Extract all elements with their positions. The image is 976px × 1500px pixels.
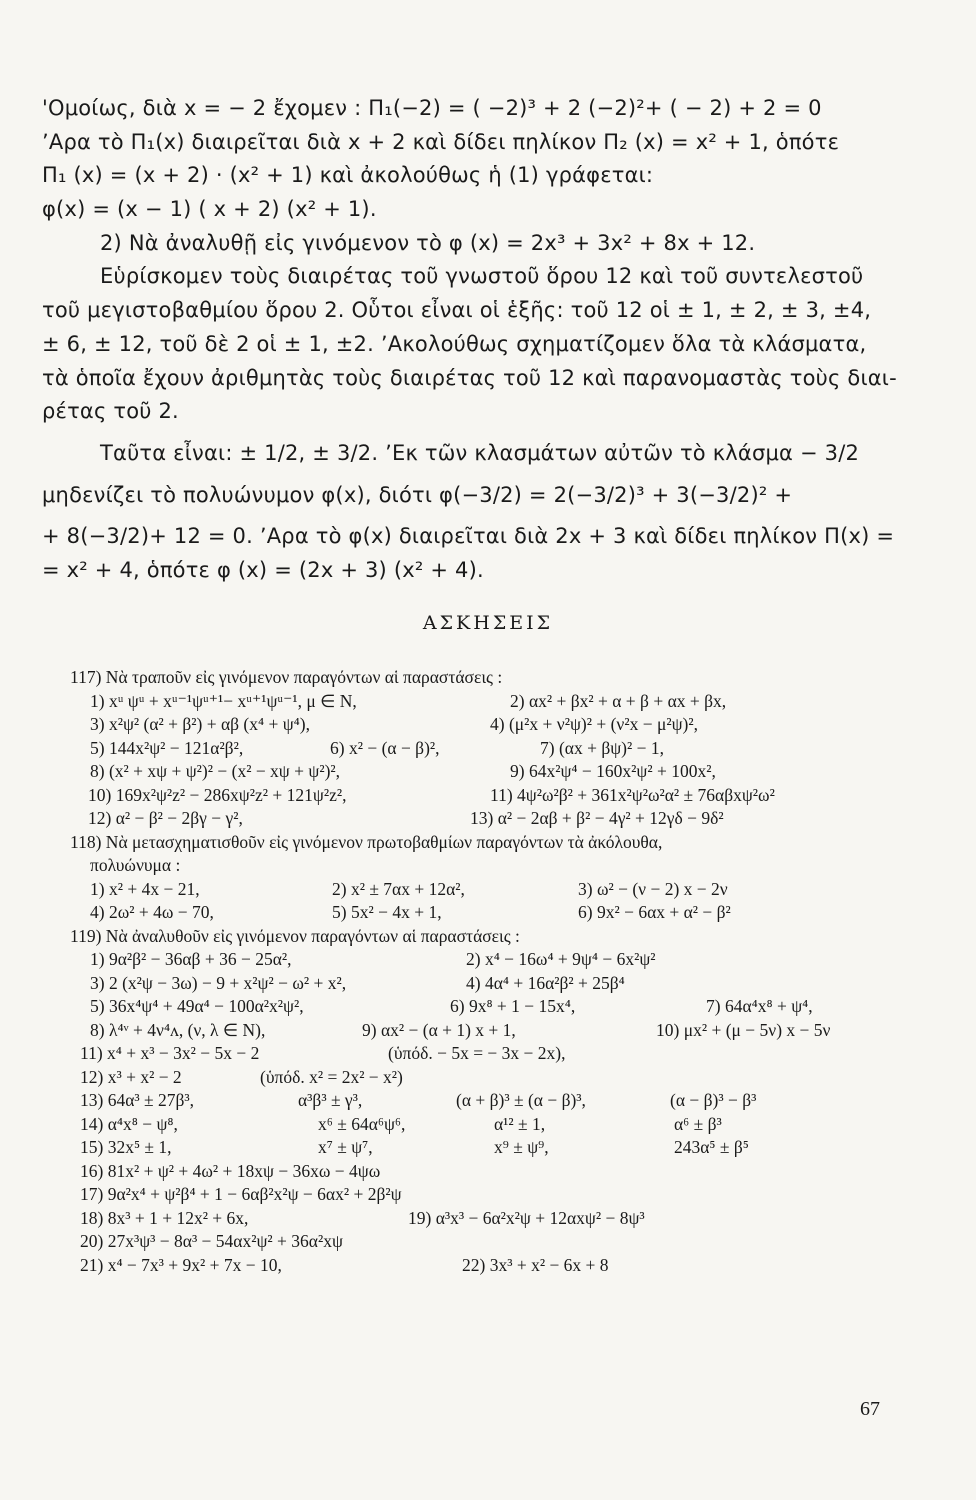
item: 3) 2 (x²ψ − 3ω) − 9 + x²ψ² − ω² + x², — [90, 972, 347, 993]
exercise-row — [70, 690, 950, 714]
exercise-row — [70, 784, 950, 808]
exercise-row — [70, 878, 950, 902]
item: 6) 9x⁸ + 1 − 15x⁴, — [450, 996, 576, 1016]
exercise-title: 118) Νὰ μετασχηματισθοῦν εἰς γινόμενον πρωτοβαθμίων παραγόντων τὰ ἀκόλουθα, — [70, 831, 663, 852]
text-line: Ταῦτα εἶναι: ± 1/2, ± 3/2. ʼΕκ τῶν κλασμάτων αὐτῶν τὸ κλάσμα − 3/2 — [100, 440, 860, 465]
text-line: τὰ ὁποῖα ἔχουν ἀριθμητὰς τοὺς διαιρέτας τοῦ 12 καὶ παρανομαστὰς τοὺς διαι- — [42, 365, 897, 390]
item: 4) 4α⁴ + 16α²β² + 25β⁴ — [466, 972, 625, 993]
exercise-row — [70, 1183, 950, 1207]
exercise-row — [70, 948, 950, 972]
exercise-row — [70, 1019, 950, 1043]
exercise-row — [70, 1066, 950, 1090]
item: (α + β)³ ± (α − β)³, — [456, 1090, 586, 1110]
item: 7) (αx + βψ)² − 1, — [540, 737, 664, 758]
item: 9) 64x²ψ⁴ − 160x²ψ² + 100x², — [510, 761, 716, 781]
item: 13) α² − 2αβ + β² − 4γ² + 12γδ − 9δ² — [470, 808, 724, 828]
exercise-row — [70, 1042, 950, 1066]
exercise-title: 119) Νὰ ἀναλυθοῦν εἰς γινόμενον παραγόντων αἱ παραστάσεις : — [70, 925, 520, 946]
item: 1) xᵘ ψᵘ + xᵘ⁻¹ψᵘ⁺¹− xᵘ⁺¹ψᵘ⁻¹, μ ∈ N, — [90, 690, 357, 711]
item: α³β³ ± γ³, — [298, 1090, 363, 1110]
item: 11) 4ψ²ω²β² + 361x²ψ²ω²α² ± 76αβxψ²ω² — [490, 784, 775, 805]
text-line: φ(x) = (x − 1) ( x + 2) (x² + 1). — [42, 197, 377, 222]
item: 15) 32x⁵ ± 1, — [80, 1137, 172, 1157]
item: 5) 144x²ψ² − 121α²β², — [90, 737, 244, 758]
item: 13) 64α³ ± 27β³, — [80, 1090, 194, 1110]
item: 11) x⁴ + x³ − 3x² − 5x − 2 — [80, 1043, 260, 1063]
exercise-row — [70, 713, 950, 737]
item: 10) 169x²ψ²z² − 286xψ²z² + 121ψ²z², — [88, 784, 347, 805]
exercise-row — [70, 1136, 950, 1160]
section-heading: ΑΣΚΗΣΕΙΣ — [422, 612, 554, 634]
exercise-row — [70, 901, 950, 925]
item: 6) x² − (α − β)², — [330, 737, 440, 758]
exercise-title: 117) Νὰ τραποῦν εἰς γινόμενον παραγόντων αἱ παραστάσεις : — [70, 667, 503, 687]
item: x⁶ ± 64α⁶ψ⁶, — [318, 1113, 406, 1134]
exercise-row — [70, 1254, 950, 1278]
item: 22) 3x³ + x² − 6x + 8 — [462, 1254, 609, 1275]
text-line: 'Ομοίως, διὰ x = − 2 ἔχομεν : Π₁(−2) = ( −2)³ + 2 (−2)²+ ( − 2) + 2 = 0 — [42, 96, 822, 120]
text-line: ʼΑρα τὸ Π₁(x) διαιρεῖται διὰ x + 2 καὶ δίδει πηλίκον Π₂ (x) = x² + 1, ὁπότε — [42, 129, 840, 154]
item: 6) 9x² − 6αx + α² − β² — [578, 902, 731, 922]
item: α¹² ± 1, — [494, 1113, 546, 1134]
item: 3) ω² − (ν − 2) x − 2ν — [578, 878, 728, 899]
exercise-subtitle: πολυώνυμα : — [90, 855, 181, 875]
exercise-row — [70, 1160, 950, 1184]
item: 3) x²ψ² (α² + β²) + αβ (x⁴ + ψ⁴), — [90, 714, 310, 734]
text-line: Εὑρίσκομεν τοὺς διαιρέτας τοῦ γνωστοῦ ὅρου 12 καὶ τοῦ συντελεστοῦ — [100, 264, 864, 289]
text-line: ± 6, ± 12, τοῦ δὲ 2 οἱ ± 1, ±2. ʼΑκολούθως σχηματίζομεν ὅλα τὰ κλάσματα, — [42, 331, 867, 356]
intro-text — [42, 92, 942, 588]
item: 7) 64α⁴x⁸ + ψ⁴, — [706, 996, 813, 1016]
item: 2) αx² + βx² + α + β + αx + βx, — [510, 690, 727, 711]
page-number: 67 — [860, 1398, 880, 1420]
item: 19) α³x³ − 6α²x²ψ + 12αxψ² − 8ψ³ — [408, 1207, 645, 1228]
text-line: Π₁ (x) = (x + 2) · (x² + 1) καὶ ἀκολούθως ἡ (1) γράφεται: — [42, 163, 654, 188]
item: 9) αx² − (α + 1) x + 1, — [362, 1019, 516, 1040]
item: 21) x⁴ − 7x³ + 9x² + 7x − 10, — [80, 1254, 282, 1275]
text-line: = x² + 4, ὁπότε φ (x) = (2x + 3) (x² + 4). — [42, 557, 484, 582]
item: 4) (μ²x + ν²ψ)² + (ν²x − μ²ψ)², — [490, 714, 698, 734]
item: 18) 8x³ + 1 + 12x² + 6x, — [80, 1207, 249, 1228]
item: 16) 81x² + ψ² + 4ω² + 18xψ − 36xω − 4ψω — [80, 1160, 381, 1181]
item: α⁶ ± β³ — [674, 1113, 722, 1134]
item: 20) 27x³ψ³ − 8α³ − 54αx²ψ² + 36α²xψ — [80, 1231, 343, 1251]
text-line: τοῦ μεγιστοβαθμίου ὅρου 2. Οὗτοι εἶναι οἱ ἑξῆς: τοῦ 12 οἱ ± 1, ± 2, ± 3, ±4, — [42, 298, 872, 323]
exercise-row — [70, 972, 950, 996]
item: x⁹ ± ψ⁹, — [494, 1137, 549, 1157]
item: 8) λ⁴ᵛ + 4ν⁴ᴧ, (ν, λ ∈ N), — [90, 1019, 266, 1040]
item: 4) 2ω² + 4ω − 70, — [90, 902, 214, 922]
exercise-row — [70, 995, 950, 1019]
item: 12) α² − β² − 2βγ − γ², — [88, 808, 243, 828]
item: 2) x⁴ − 16ω⁴ + 9ψ⁴ − 6x²ψ² — [466, 949, 656, 969]
exercise-row — [70, 760, 950, 784]
item: 2) x² ± 7αx + 12α², — [332, 878, 465, 899]
exercise-row — [70, 737, 950, 761]
exercise-row — [70, 1113, 950, 1137]
item: (ὑπόδ. x² = 2x² − x²) — [260, 1066, 403, 1087]
item: 5) 5x² − 4x + 1, — [332, 902, 442, 922]
item: 17) 9α²x⁴ + ψ²β⁴ + 1 − 6αβ²x²ψ − 6αx² + 2β²ψ — [80, 1184, 402, 1204]
exercise-row — [70, 807, 950, 831]
item: 14) α⁴x⁸ − ψ⁸, — [80, 1113, 178, 1134]
exercise-row — [70, 1089, 950, 1113]
item: 1) x² + 4x − 21, — [90, 878, 200, 899]
item: 12) x³ + x² − 2 — [80, 1066, 182, 1087]
text-line: μηδενίζει τὸ πολυώνυμον φ(x), διότι φ(−3/2) = 2(−3/2)³ + 3(−3/2)² + — [42, 482, 793, 507]
exercise-row — [70, 1207, 950, 1231]
item: 1) 9α²β² − 36αβ + 36 − 25α², — [90, 949, 292, 969]
exercises — [70, 666, 950, 1277]
item: x⁷ ± ψ⁷, — [318, 1137, 373, 1157]
text-line: ρέτας τοῦ 2. — [42, 399, 179, 424]
text-line: + 8(−3/2)+ 12 = 0. ʼΑρα τὸ φ(x) διαιρεῖται διὰ 2x + 3 καὶ δίδει πηλίκον Π(x) = — [42, 524, 895, 549]
item: 5) 36x⁴ψ⁴ + 49α⁴ − 100α²x²ψ², — [90, 996, 304, 1016]
item: 243α⁵ ± β⁵ — [674, 1137, 749, 1157]
exercise-row — [70, 1230, 950, 1254]
item: (ὑπόδ. − 5x = − 3x − 2x), — [388, 1043, 566, 1063]
text-line: 2) Νὰ ἀναλυθῇ εἰς γινόμενον τὸ φ (x) = 2x³ + 3x² + 8x + 12. — [100, 230, 756, 255]
item: 10) μx² + (μ − 5ν) x − 5ν — [656, 1019, 831, 1040]
item: (α − β)³ − β³ — [670, 1090, 757, 1110]
item: 8) (x² + xψ + ψ²)² − (x² − xψ + ψ²)², — [90, 761, 341, 781]
